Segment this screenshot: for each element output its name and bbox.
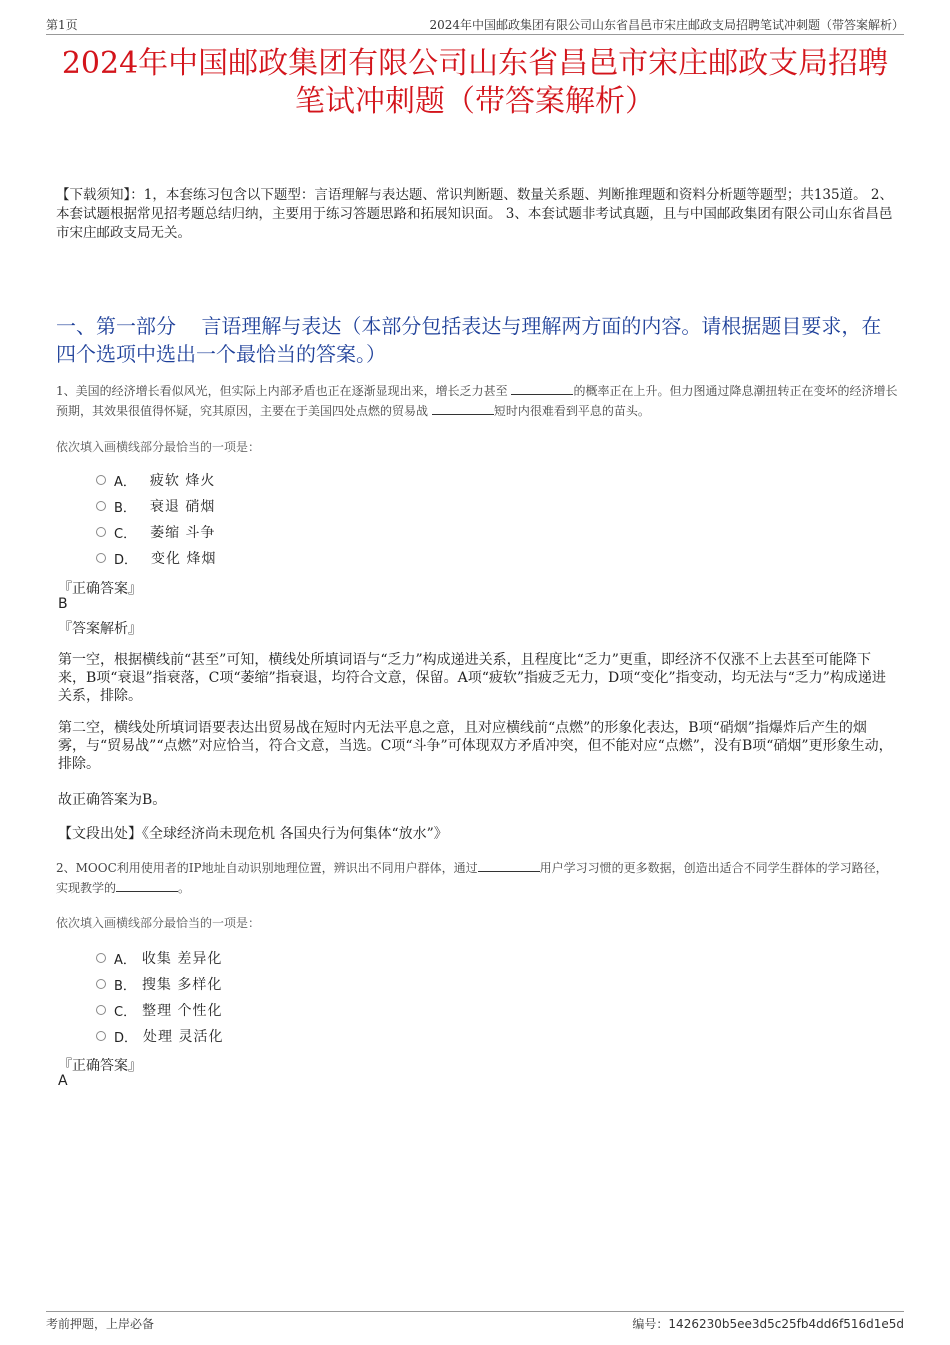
q1-option-c[interactable] bbox=[96, 519, 216, 545]
option-letter: A． bbox=[114, 952, 136, 968]
q1-option-a[interactable] bbox=[96, 467, 216, 493]
option-text: 收集 差异化 bbox=[141, 951, 223, 967]
radio-icon[interactable] bbox=[96, 953, 106, 963]
radio-icon[interactable] bbox=[96, 475, 106, 485]
document-title bbox=[40, 45, 910, 121]
page-number: 第1页 bbox=[46, 18, 78, 32]
q1-answer: B bbox=[58, 596, 68, 612]
header-doc-title: 2024年中国邮政集团有限公司山东省昌邑市宋庄邮政支局招聘笔试冲刺题（带答案解析） bbox=[429, 18, 904, 32]
q1-analysis-para-1: 第一空，根据横线前“甚至”可知，横线处所填词语与“乏力”构成递进关系，且程度比“乏力”更重，即经济不仅涨不上去甚至可能降下来，B项“衰退”指衰落，C项“萎缩”指衰退，均符合文意，保留。A项“疲软”指疲乏无力，D项“变化”指变动，均无法与“乏力”构成递进关系，排除。 bbox=[58, 652, 886, 704]
q2-text-part-1: 2、MOOC利用使用者的IP地址自动识别地理位置，辨识出不同用户群体，通过 bbox=[56, 861, 478, 875]
q1-answer-label: 『正确答案』 bbox=[58, 581, 142, 597]
section-number: 一、第一部分 bbox=[56, 314, 176, 338]
q2-option-b[interactable] bbox=[96, 971, 223, 997]
footer-code-value: 1426230b5ee3d5c25fb4dd6f516d1e5d bbox=[668, 1317, 904, 1331]
q2-text-part-2: 用户学习习惯的更多数据，创造出适合不同学生群体的学习路径，实现教学的 bbox=[56, 861, 888, 895]
q2-prompt: 依次填入画横线部分最恰当的一项是： bbox=[56, 916, 261, 930]
q1-option-d[interactable] bbox=[96, 545, 216, 571]
q1-text-part-1: 1、美国的经济增长看似风光，但实际上内部矛盾也正在逐渐显现出来，增长乏力甚至 bbox=[56, 384, 508, 398]
title-line-2: 笔试冲刺题（带答案解析） bbox=[295, 84, 655, 119]
q1-options bbox=[96, 467, 216, 571]
radio-icon[interactable] bbox=[96, 1005, 106, 1015]
option-letter: D． bbox=[114, 552, 138, 568]
option-text: 萎缩 斗争 bbox=[150, 525, 216, 541]
question-2-text bbox=[56, 858, 898, 898]
q2-option-a[interactable] bbox=[96, 945, 223, 971]
radio-icon[interactable] bbox=[96, 553, 106, 563]
q2-text-part-3: 。 bbox=[178, 881, 191, 895]
q1-conclusion: 故正确答案为B。 bbox=[58, 792, 167, 808]
option-letter: C． bbox=[114, 526, 137, 542]
footer-code-label: 编号： bbox=[632, 1317, 669, 1331]
question-1-text bbox=[56, 381, 898, 421]
fill-blank bbox=[511, 382, 573, 395]
q1-text-part-2: 的概率正在上升。但力图通过降息潮扭转正在变坏的经济增长预期，其效果很值得怀疑，究其原因，主要在于美国四处点燃的贸易战 bbox=[56, 384, 898, 418]
q1-text-part-3: 短时内很难看到平息的苗头。 bbox=[493, 404, 650, 418]
q1-prompt: 依次填入画横线部分最恰当的一项是： bbox=[56, 440, 261, 454]
option-letter: A． bbox=[114, 474, 136, 490]
q2-options bbox=[96, 945, 223, 1049]
footer-code bbox=[632, 1315, 904, 1332]
option-letter: C． bbox=[114, 1004, 137, 1020]
option-text: 疲软 烽火 bbox=[149, 473, 216, 489]
q1-source: 【文段出处】《全球经济尚未现危机 各国央行为何集体“放水”》 bbox=[58, 826, 448, 842]
fill-blank bbox=[116, 879, 178, 892]
q1-analysis-label: 『答案解析』 bbox=[58, 621, 142, 637]
fill-blank bbox=[478, 859, 540, 872]
section-heading bbox=[56, 312, 900, 368]
section-description: 言语理解与表达（本部分包括表达与理解两方面的内容。请根据题目要求，在四个选项中选出一个最恰当的答案。） bbox=[56, 314, 882, 366]
radio-icon[interactable] bbox=[96, 527, 106, 537]
fill-blank bbox=[432, 402, 494, 415]
option-text: 变化 烽烟 bbox=[151, 551, 217, 567]
download-notice: 【下载须知】：1，本套练习包含以下题型：言语理解与表达题、常识判断题、数量关系题、判断推理题和资料分析题等题型；共135道。 2、本套试题根据常见招考题总结归纳，主要用于练习答题思路和拓展知识面。 3、本套试题非考试真题，且与中国邮政集团有限公司山东省昌邑市宋庄邮政支局无关。 bbox=[56, 187, 893, 241]
footer-slogan: 考前押题，上岸必备 bbox=[46, 1317, 155, 1331]
q2-answer-label: 『正确答案』 bbox=[58, 1058, 142, 1074]
q1-option-b[interactable] bbox=[96, 493, 216, 519]
radio-icon[interactable] bbox=[96, 979, 106, 989]
radio-icon[interactable] bbox=[96, 1031, 106, 1041]
title-line-1: 2024年中国邮政集团有限公司山东省昌邑市宋庄邮政支局招聘 bbox=[61, 46, 889, 81]
q2-answer: A bbox=[58, 1073, 68, 1089]
radio-icon[interactable] bbox=[96, 501, 106, 511]
option-text: 搜集 多样化 bbox=[141, 977, 223, 993]
page-footer bbox=[46, 1311, 904, 1334]
page-header bbox=[46, 14, 904, 35]
option-text: 整理 个性化 bbox=[142, 1003, 223, 1019]
option-text: 处理 灵活化 bbox=[143, 1029, 224, 1045]
q2-option-d[interactable] bbox=[96, 1023, 223, 1049]
q1-analysis-para-2: 第二空，横线处所填词语要表达出贸易战在短时内无法平息之意，且对应横线前“点燃”的形象化表达，B项“硝烟”指爆炸后产生的烟雾，与“贸易战”“点燃”对应恰当，符合文意，当选。C项“斗争”可体现双方矛盾冲突，但不能对应“点燃”，没有B项“硝烟”更形象生动，排除。 bbox=[58, 720, 893, 772]
q2-option-c[interactable] bbox=[96, 997, 223, 1023]
option-letter: B． bbox=[114, 978, 136, 994]
option-text: 衰退 硝烟 bbox=[149, 499, 216, 515]
option-letter: B． bbox=[114, 500, 136, 516]
option-letter: D． bbox=[114, 1030, 138, 1046]
